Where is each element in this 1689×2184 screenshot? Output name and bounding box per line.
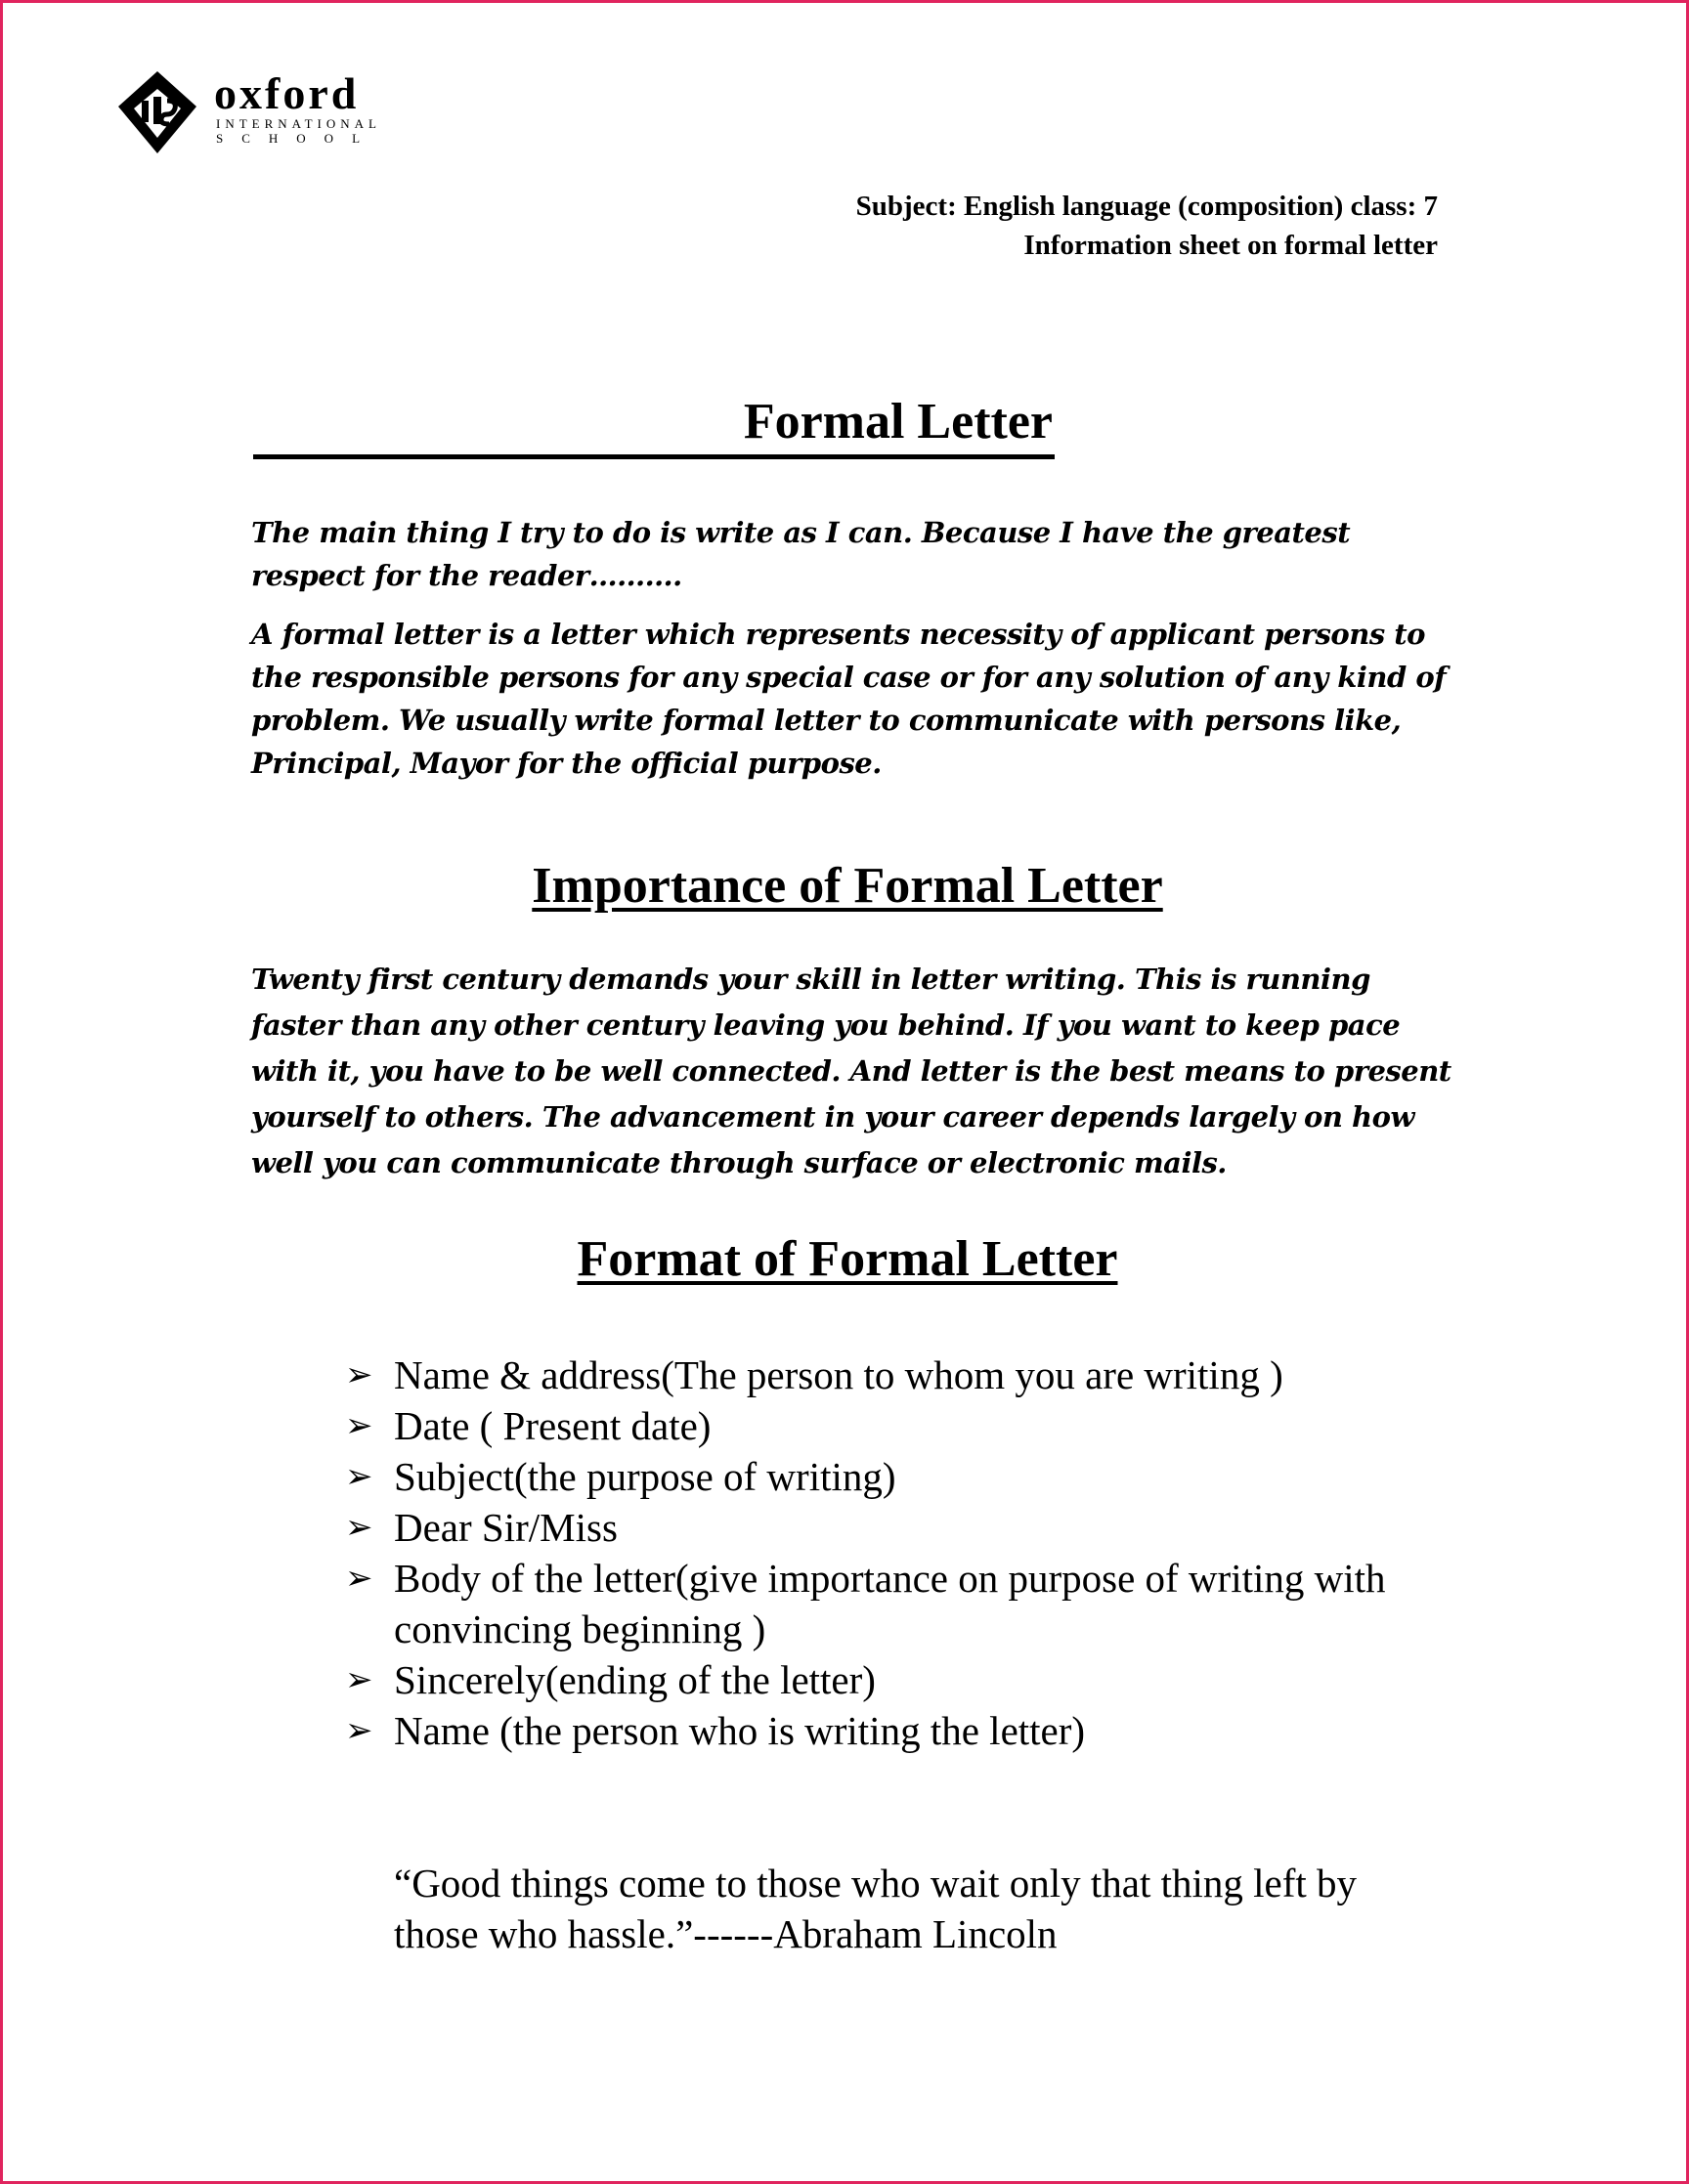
school-crest-icon [112, 67, 202, 157]
info-sheet-line: Information sheet on formal letter [1023, 230, 1438, 261]
heading-importance-text: Importance of Formal Letter [532, 858, 1163, 914]
importance-text: Twenty first century demands your skill in letter writing. This is running faster than any other century leaving you behind. If you want to keep pace with it, you have to be well connected. And letter is the best means to present yourself to others. The advancement in your career depends largely on how well you can communicate through surface or electronic mails. [251, 963, 1451, 1179]
list-item-text: Date ( Present date) [394, 1403, 712, 1448]
list-item-text: Name & address(The person to whom you are writing ) [394, 1352, 1283, 1397]
intro-quote: The main thing I try to do is write as I can. Because I have the greatest respect for the reader………. [251, 516, 1351, 592]
logo-name: oxford [214, 68, 360, 118]
arrow-bullet-icon: ➢ [345, 1711, 373, 1750]
intro-definition: A formal letter is a letter which represents necessity of applicant persons to the responsible persons for any special case or for any solution of any kind of problem. We usually write formal letter to communicate with persons like, Principal, Mayor for the official purpose. [251, 618, 1447, 780]
importance-section [251, 957, 1463, 1186]
heading-format [3, 1228, 1689, 1291]
arrow-bullet-icon: ➢ [345, 1457, 373, 1496]
arrow-bullet-icon: ➢ [345, 1355, 373, 1394]
intro-section [251, 511, 1463, 785]
list-item [345, 1502, 1440, 1553]
list-item [345, 1400, 1440, 1451]
list-item-text: Subject(the purpose of writing) [394, 1454, 896, 1499]
subject-block [856, 187, 1438, 265]
arrow-bullet-icon: ➢ [345, 1406, 373, 1445]
heading-importance [3, 855, 1689, 918]
list-item-text: Body of the letter(give importance on purpose of writing with convincing beginning ) [394, 1556, 1386, 1651]
list-item-text: Dear Sir/Miss [394, 1505, 618, 1550]
list-item-text: Name (the person who is writing the letter) [394, 1708, 1086, 1753]
format-list [345, 1349, 1440, 1756]
logo-subtitle-school: SCHOOL [216, 131, 379, 146]
logo-subtitle-international: INTERNATIONAL [216, 116, 381, 131]
list-item [345, 1654, 1440, 1705]
school-logo [112, 67, 381, 157]
arrow-bullet-icon: ➢ [345, 1508, 373, 1547]
list-item [345, 1705, 1440, 1756]
list-item [345, 1349, 1440, 1400]
list-item [345, 1451, 1440, 1502]
arrow-bullet-icon: ➢ [345, 1559, 373, 1598]
heading-formal-letter: Formal Letter [253, 390, 1055, 459]
closing-quote: “Good things come to those who wait only that thing left by those who hassle.”------Abraham Lincoln [394, 1861, 1358, 1956]
heading-format-text: Format of Formal Letter [577, 1231, 1118, 1287]
list-item-text: Sincerely(ending of the letter) [394, 1657, 876, 1702]
list-item [345, 1553, 1440, 1654]
arrow-bullet-icon: ➢ [345, 1660, 373, 1699]
subject-line: Subject: English language (composition) class: 7 [855, 191, 1438, 222]
